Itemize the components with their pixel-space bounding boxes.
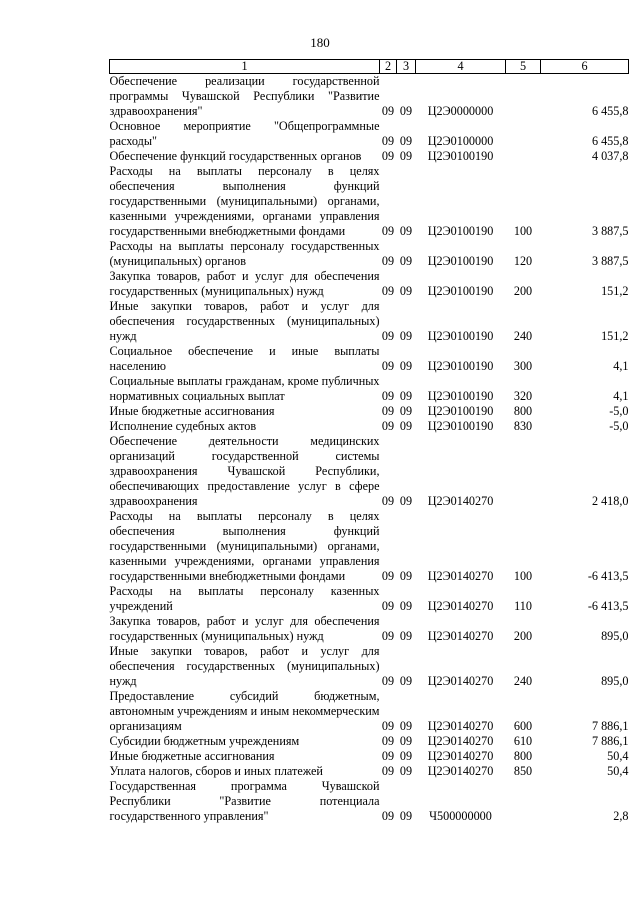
row-name: Обеспечение функций государственных органов	[109, 149, 362, 163]
row-name: Расходы на выплаты персоналу государственных (муниципальных) органов	[109, 239, 380, 268]
row-expense-type: 120	[513, 254, 533, 268]
row-name: Обеспечение деятельности медицинских организаций государственной системы здравоохранения Чувашской Республики, обеспечивающих предоставление услуг в сфере здравоохранения	[109, 434, 380, 508]
row-section: 09	[381, 599, 395, 613]
row-section: 09	[381, 254, 395, 268]
row-subsection: 09	[399, 569, 413, 583]
row-target-article: Ч500000000	[429, 809, 492, 823]
row-section: 09	[381, 419, 395, 433]
row-amount: 2,8	[613, 809, 629, 823]
row-target-article: Ц2Э0000000	[427, 104, 494, 118]
row-amount: 50,4	[607, 749, 629, 763]
row-amount: -5,0	[609, 404, 629, 418]
row-expense-type	[506, 149, 541, 164]
column-header-3: 3	[397, 60, 416, 74]
row-target-article: Ц2Э0100190	[427, 254, 494, 268]
row-section: 09	[381, 359, 395, 373]
row-section: 09	[381, 224, 395, 238]
row-expense-type: 600	[513, 719, 533, 733]
row-amount: -6 413,5	[587, 569, 629, 583]
row-expense-type	[506, 119, 541, 149]
table-body	[110, 74, 629, 825]
row-subsection: 09	[399, 104, 413, 118]
row-amount: 2 418,0	[591, 494, 629, 508]
row-expense-type: 300	[513, 359, 533, 373]
row-section: 09	[381, 134, 395, 148]
page-number: 180	[310, 35, 330, 50]
row-section: 09	[381, 389, 395, 403]
column-header-2: 2	[380, 60, 397, 74]
table-row	[110, 644, 629, 689]
row-section: 09	[381, 674, 395, 688]
row-subsection: 09	[399, 149, 413, 163]
table-row	[110, 74, 629, 120]
table-row	[110, 344, 629, 374]
table-row	[110, 404, 629, 419]
row-target-article: Ц2Э0100190	[427, 404, 494, 418]
row-expense-type	[506, 434, 541, 509]
row-name: Обеспечение реализации государственной программы Чувашской Республики "Развитие здравоохранения"	[109, 74, 380, 118]
row-target-article: Ц2Э0140270	[427, 599, 494, 613]
row-expense-type	[506, 74, 541, 120]
row-name: Уплата налогов, сборов и иных платежей	[109, 764, 323, 778]
row-section: 09	[381, 404, 395, 418]
table-row	[110, 614, 629, 644]
row-target-article: Ц2Э0140270	[427, 734, 494, 748]
row-expense-type: 800	[513, 404, 533, 418]
row-target-article: Ц2Э0100190	[427, 389, 494, 403]
row-section: 09	[381, 629, 395, 643]
row-name: Расходы на выплаты персоналу в целях обеспечения выполнения функций государственными (муниципальными) органами, казенными учреждениями, органами управления государственными внебюджетными фондами	[109, 164, 380, 238]
row-name: Субсидии бюджетным учреждениям	[109, 734, 300, 748]
table-row	[110, 419, 629, 434]
row-section: 09	[381, 749, 395, 763]
row-subsection: 09	[399, 134, 413, 148]
row-subsection: 09	[399, 359, 413, 373]
row-target-article: Ц2Э0100190	[427, 419, 494, 433]
row-name: Социальные выплаты гражданам, кроме публичных нормативных социальных выплат	[109, 374, 380, 403]
row-section: 09	[381, 734, 395, 748]
row-section: 09	[381, 719, 395, 733]
row-expense-type: 240	[513, 674, 533, 688]
row-name: Иные бюджетные ассигнования	[109, 404, 275, 418]
row-section: 09	[381, 494, 395, 508]
row-section: 09	[381, 809, 395, 823]
row-amount: 7 886,1	[591, 719, 629, 733]
table-row	[110, 299, 629, 344]
row-section: 09	[381, 149, 395, 163]
row-target-article: Ц2Э0140270	[427, 674, 494, 688]
row-section: 09	[381, 329, 395, 343]
row-subsection: 09	[399, 284, 413, 298]
row-amount: 50,4	[607, 764, 629, 778]
row-amount: 895,0	[601, 629, 629, 643]
row-section: 09	[381, 104, 395, 118]
row-name: Государственная программа Чувашской Республики "Развитие потенциала государственного управления"	[109, 779, 380, 823]
row-target-article: Ц2Э0100190	[427, 149, 494, 163]
table-row	[110, 119, 629, 149]
table-row	[110, 434, 629, 509]
table-row	[110, 779, 629, 824]
row-target-article: Ц2Э0100190	[427, 284, 494, 298]
row-subsection: 09	[399, 734, 413, 748]
column-header-5: 5	[506, 60, 541, 74]
row-name: Предоставление субсидий бюджетным, автономным учреждениям и иным некоммерческим организациям	[109, 689, 380, 733]
row-section: 09	[381, 764, 395, 778]
row-subsection: 09	[399, 419, 413, 433]
row-expense-type	[506, 779, 541, 824]
row-subsection: 09	[399, 809, 413, 823]
row-target-article: Ц2Э0100190	[427, 224, 494, 238]
row-amount: 151,2	[601, 329, 629, 343]
row-amount: 6 455,8	[591, 134, 629, 148]
row-amount: 6 455,8	[591, 104, 629, 118]
row-expense-type: 110	[514, 599, 532, 613]
row-amount: -6 413,5	[587, 599, 629, 613]
row-target-article: Ц2Э0100190	[427, 329, 494, 343]
row-name: Социальное обеспечение и иные выплаты населению	[109, 344, 380, 373]
row-expense-type: 800	[513, 749, 533, 763]
row-section: 09	[381, 284, 395, 298]
row-expense-type: 830	[513, 419, 533, 433]
row-amount: 3 887,5	[591, 254, 629, 268]
row-target-article: Ц2Э0140270	[427, 629, 494, 643]
row-subsection: 09	[399, 719, 413, 733]
row-name: Расходы на выплаты персоналу в целях обеспечения выполнения функций государственными (муниципальными) органами, казенными учреждениями, органами управления государственными внебюджетными фондами	[109, 509, 380, 583]
row-amount: 7 886,1	[591, 734, 629, 748]
row-expense-type: 610	[513, 734, 533, 748]
row-expense-type: 850	[513, 764, 533, 778]
row-name: Иные бюджетные ассигнования	[109, 749, 275, 763]
table-row	[110, 689, 629, 734]
row-expense-type: 320	[513, 389, 533, 403]
row-expense-type: 240	[513, 329, 533, 343]
row-target-article: Ц2Э0100190	[427, 359, 494, 373]
table-row	[110, 374, 629, 404]
row-amount: 895,0	[601, 674, 629, 688]
row-amount: 4 037,8	[591, 149, 629, 163]
table-row	[110, 584, 629, 614]
table-row	[110, 149, 629, 164]
row-expense-type: 200	[513, 629, 533, 643]
row-target-article: Ц2Э0140270	[427, 749, 494, 763]
row-amount: 151,2	[601, 284, 629, 298]
row-name: Иные закупки товаров, работ и услуг для обеспечения государственных (муниципальных) нужд	[109, 299, 380, 343]
row-name: Иные закупки товаров, работ и услуг для обеспечения государственных (муниципальных) нужд	[109, 644, 380, 688]
table-row	[110, 749, 629, 764]
row-subsection: 09	[399, 599, 413, 613]
table-row	[110, 509, 629, 584]
table-row	[110, 164, 629, 239]
row-name: Основное мероприятие "Общепрограммные расходы"	[109, 119, 380, 148]
row-name: Закупка товаров, работ и услуг для обеспечения государственных (муниципальных) нужд	[109, 269, 380, 298]
row-amount: 3 887,5	[591, 224, 629, 238]
column-header-6: 6	[541, 60, 629, 74]
column-header-1: 1	[110, 60, 380, 74]
row-target-article: Ц2Э0100000	[427, 134, 494, 148]
row-target-article: Ц2Э0140270	[427, 494, 494, 508]
row-target-article: Ц2Э0140270	[427, 719, 494, 733]
row-subsection: 09	[399, 224, 413, 238]
row-subsection: 09	[399, 749, 413, 763]
table-row	[110, 734, 629, 749]
row-target-article: Ц2Э0140270	[427, 569, 494, 583]
column-header-4: 4	[416, 60, 506, 74]
row-name: Закупка товаров, работ и услуг для обеспечения государственных (муниципальных) нужд	[109, 614, 380, 643]
row-subsection: 09	[399, 674, 413, 688]
row-subsection: 09	[399, 389, 413, 403]
row-amount: 4,1	[613, 359, 629, 373]
row-amount: 4,1	[613, 389, 629, 403]
budget-table	[109, 59, 629, 824]
row-subsection: 09	[399, 329, 413, 343]
row-target-article: Ц2Э0140270	[427, 764, 494, 778]
row-section: 09	[381, 569, 395, 583]
table-row	[110, 764, 629, 779]
row-name: Расходы на выплаты персоналу казенных учреждений	[109, 584, 380, 613]
table-row	[110, 239, 629, 269]
row-expense-type: 200	[513, 284, 533, 298]
row-name: Исполнение судебных актов	[109, 419, 257, 433]
row-subsection: 09	[399, 404, 413, 418]
row-subsection: 09	[399, 629, 413, 643]
row-expense-type: 100	[513, 224, 533, 238]
row-subsection: 09	[399, 494, 413, 508]
row-expense-type: 100	[513, 569, 533, 583]
row-subsection: 09	[399, 764, 413, 778]
row-amount: -5,0	[609, 419, 629, 433]
table-row	[110, 269, 629, 299]
table-header-row	[110, 60, 629, 74]
row-subsection: 09	[399, 254, 413, 268]
